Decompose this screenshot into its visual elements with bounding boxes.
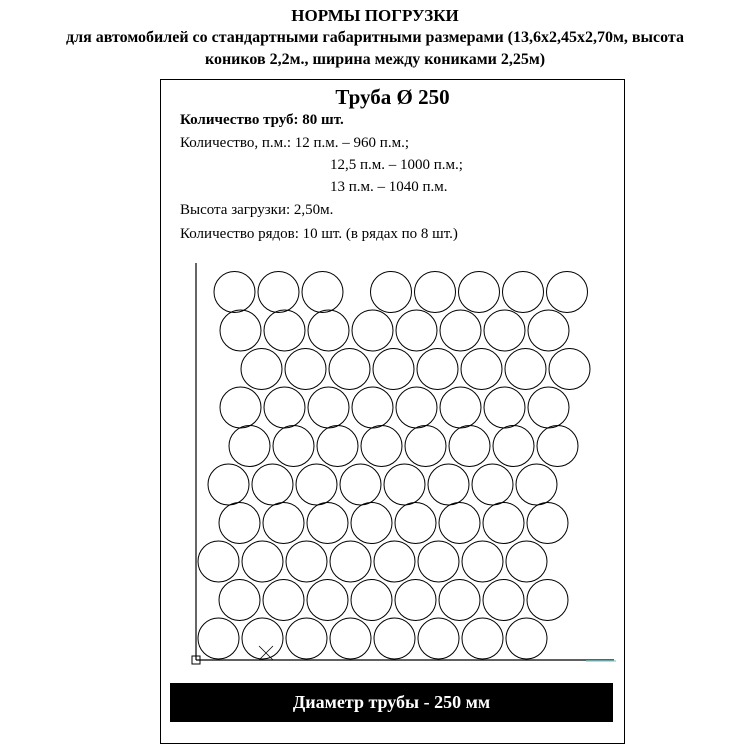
pipe-circle [395,503,436,544]
pipe-circle [396,387,437,428]
pipe-circle [307,580,348,621]
meters-line-1: Количество, п.м.: 12 п.м. – 960 п.м.; [180,135,409,151]
pipe-circle [505,349,546,390]
page-subtitle-line-2: коников 2,2м., ширина между кониками 2,25м) [204,51,546,68]
pipe-circle [462,541,503,582]
loading-height: Высота загрузки: 2,50м. [180,202,334,218]
pipe-circle [547,272,588,313]
pipe-circle [296,464,337,505]
pipe-circle [285,349,326,390]
pipe-circle [198,618,239,659]
pipe-circle [483,503,524,544]
pipe-circle [263,580,304,621]
pipe-circle [374,618,415,659]
pipe-circle [396,310,437,351]
pipe-circle [352,310,393,351]
pipe-circle [440,310,481,351]
pipe-circle [264,310,305,351]
pipe-circle [484,387,525,428]
pipe-circle [461,349,502,390]
pipe-circle [459,272,500,313]
rows-count: Количество рядов: 10 шт. (в рядах по 8 шт.) [180,226,458,242]
pipe-circle [273,426,314,467]
meters-line-3: 13 п.м. – 1040 п.м. [330,179,448,195]
pipe-card [160,79,625,744]
pipe-circle [214,272,255,313]
pipe-circle [537,426,578,467]
pipe-circle [415,272,456,313]
pipe-circle [258,272,299,313]
pipe-circle [549,349,590,390]
pipe-circle [472,464,513,505]
diameter-banner: Диаметр трубы - 250 мм [170,683,613,722]
pipe-circle [286,618,327,659]
pipe-circle [352,387,393,428]
pipe-circle [330,618,371,659]
pipe-circle [484,310,525,351]
pipe-circle [516,464,557,505]
meters-line-2: 12,5 п.м. – 1000 п.м.; [330,157,463,173]
pipe-circle [351,580,392,621]
pipe-circle [264,387,305,428]
pipe-circle [263,503,304,544]
pipe-circle [527,503,568,544]
pipe-circle [242,541,283,582]
pipe-circle [219,580,260,621]
pipe-circle [506,618,547,659]
pipe-circle [528,310,569,351]
pipe-circle [384,464,425,505]
pipe-circle [302,272,343,313]
pipe-circle [374,541,415,582]
pipe-count: Количество труб: 80 шт. [180,112,344,128]
pipe-circle [462,618,503,659]
pipe-circle [308,387,349,428]
pipe-circle [286,541,327,582]
pipe-circle [208,464,249,505]
page-subtitle-line-1: для автомобилей со стандартными габаритными размерами (13,6х2,45х2,70м, высота [66,29,684,46]
pipe-circle [418,541,459,582]
pipe-circle [317,426,358,467]
pipe-circle [329,349,370,390]
pipe-circle [440,387,481,428]
pipe-circle [330,541,371,582]
page-title: НОРМЫ ПОГРУЗКИ [291,6,459,25]
container-walls [196,263,614,660]
pipe-stack [198,272,590,660]
pipe-circle [395,580,436,621]
pipe-circle [371,272,412,313]
pipe-circle [405,426,446,467]
pipe-circle [241,349,282,390]
pipe-circle [220,310,261,351]
corner-marks [192,646,616,664]
pipe-circle [340,464,381,505]
pipe-circle [242,618,283,659]
pipe-circle [506,541,547,582]
pipe-circle [308,310,349,351]
pipe-circle [439,580,480,621]
pipe-circle [527,580,568,621]
pipe-circle [439,503,480,544]
pipe-circle [307,503,348,544]
pipe-circle [252,464,293,505]
pipe-circle [361,426,402,467]
pipe-title: Труба Ø 250 [335,85,450,109]
pipe-circle [503,272,544,313]
pipe-circle [449,426,490,467]
pipe-circle [417,349,458,390]
pipe-circle [483,580,524,621]
pipe-circle [219,503,260,544]
pipe-circle [198,541,239,582]
pipe-circle [220,387,261,428]
pipe-circle [493,426,534,467]
pipe-circle [373,349,414,390]
pipe-circle [229,426,270,467]
pipe-circle [418,618,459,659]
pipe-circle [351,503,392,544]
pipe-stack-diagram [191,263,616,665]
pipe-circle [528,387,569,428]
pipe-circle [428,464,469,505]
